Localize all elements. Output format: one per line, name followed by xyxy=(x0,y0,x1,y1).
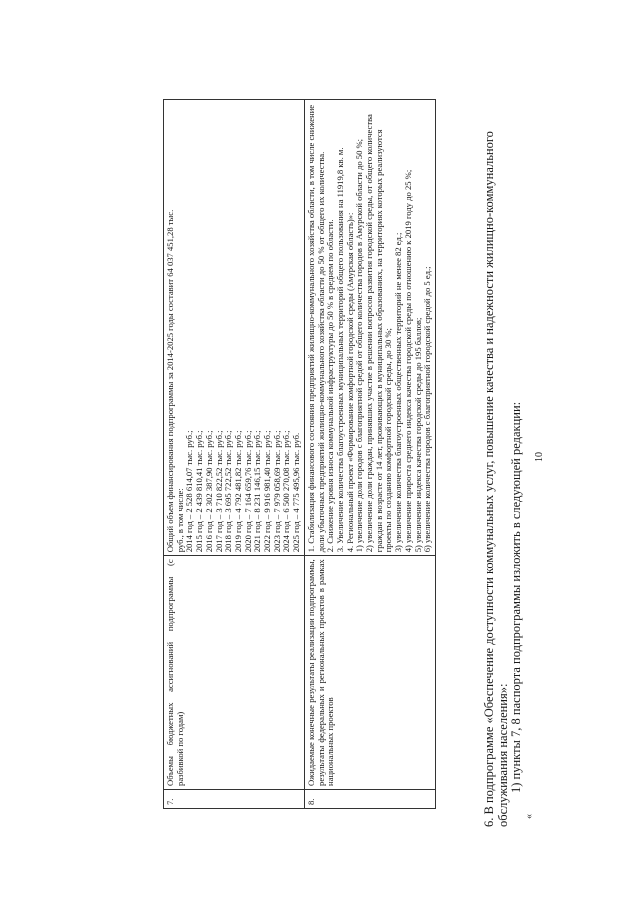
row-value xyxy=(304,100,435,556)
value-line: 2) увеличение доли граждан, принявших участие в решении вопросов развития городской среды, от общего количества граждан в возрасте от 14 лет, проживающих в муниципальных образованиях, на территориях которых реализуются проекты по созданию комфортной городской среды, до 30 %; xyxy=(364,114,394,553)
value-line: 1) увеличение доли городов с благоприятной средой от общего количества городов в Амурской области до 50 %; xyxy=(354,138,365,553)
value-line: 5) увеличение индекса качества городской среды до 195 баллов; xyxy=(412,317,423,553)
value-line: 2019 год – 4 792 481,82 тыс. руб.; xyxy=(232,430,243,553)
opening-quote-mark: « xyxy=(524,814,535,819)
value-line: 3) увеличение количества благоустроенных общественных территорий не менее 82 ед.; xyxy=(393,232,404,553)
value-line: 2. Снижение уровня износа коммунальной инфраструктуры до 50 % в среднем по области. xyxy=(325,219,336,553)
value-line: 2018 год – 3 695 722,52 тыс. руб.; xyxy=(223,430,234,553)
section-subheading: 1) пункты 7, 8 паспорта подпрограммы изложить в следующей редакции: xyxy=(509,401,523,793)
value-line: 4) увеличение прироста среднего индекса качества городской среды по отношению к 2019 году до 25 %; xyxy=(402,169,413,553)
page-number: 10 xyxy=(534,452,545,462)
value-line: 2025 год – 4 775 495,96 тыс. руб. xyxy=(291,432,302,553)
value-line: 2023 год – 7 979 058,69 тыс. руб.; xyxy=(271,430,282,553)
value-line: 2016 год – 2 302 387,90 тыс. руб.; xyxy=(203,430,214,553)
value-line: 2022 год – 9 916 981,40 тыс. руб.; xyxy=(262,430,273,553)
value-line: 1. Стабилизация финансового состояния предприятий жилищно-коммунального хозяйства области, в том числе снижение доли убыточных предприятий жилищно-коммунального хозяйства области до 50 % от общего их количества. xyxy=(305,104,326,553)
value-line: руб., в том числе: xyxy=(174,488,185,553)
value-line: 2024 год – 6 500 270,08 тыс. руб.; xyxy=(281,430,292,553)
value-line: 4. Региональный проект «Формирование комфортной городской среды (Амурская область)»: xyxy=(344,212,355,553)
value-line: 2015 год – 2 439 810,41 тыс. руб.; xyxy=(194,430,205,553)
section-heading: 6. В подпрограмме «Обеспечение доступности коммунальных услуг, повышение качества и надежности жилищно-коммунального обслуживания населения»: xyxy=(482,131,510,827)
table-row xyxy=(304,100,435,809)
row-label: Объемы бюджетных ассигнований подпрограммы (с разбивкой по годам) xyxy=(164,556,305,790)
value-line: 2020 год – 7 164 659,76 тыс. руб.; xyxy=(242,430,253,553)
value-line: 2021 год – 8 231 146,15 тыс. руб.; xyxy=(252,430,263,553)
value-line: 6) увеличение количества городов с благоприятной городской средой до 5 ед.; xyxy=(422,266,433,553)
value-line: 2014 год – 2 528 614,07 тыс. руб.; xyxy=(184,430,195,553)
row-value xyxy=(164,100,305,556)
row-number: 8. xyxy=(304,789,435,808)
table-row xyxy=(164,100,305,809)
row-label: Ожидаемые конечные результаты реализации подпрограммы, результаты федеральных и региональных проектов в рамках национальных проектов xyxy=(304,556,435,790)
passport-table xyxy=(163,99,436,809)
value-line: Общий объем финансирования подпрограммы за 2014-2025 годы составит 64 037 451,28 тыс. xyxy=(165,209,175,553)
value-line: 2017 год – 3 710 822,52 тыс. руб.; xyxy=(213,430,224,553)
value-line: 3. Увеличение количества благоустроенных муниципальных территорий общего пользования на 11919,8 кв. м. xyxy=(334,147,345,553)
row-number: 7. xyxy=(164,789,305,808)
